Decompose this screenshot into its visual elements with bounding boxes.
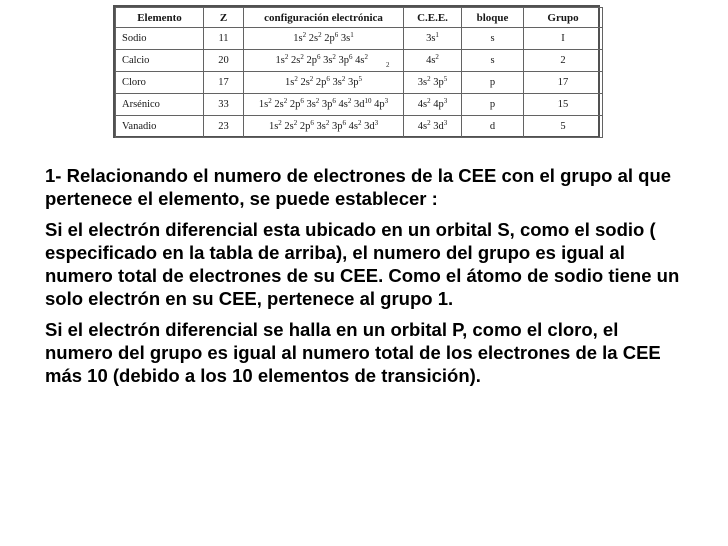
block-cell: s (462, 50, 524, 72)
element-cell: Arsénico (116, 94, 204, 116)
cee-cell: $3s^2$ $3p^5$ (404, 72, 462, 94)
paragraph-intro: 1- Relacionando el numero de electrones de la CEE con el grupo al que pertenece el elemento, se puede establecer : (45, 165, 672, 209)
z-cell: 23 (204, 116, 244, 138)
cee-cell: $3s^1$ (404, 28, 462, 50)
table-row (116, 72, 603, 94)
group-cell: 5 (524, 116, 603, 138)
z-cell: 20 (204, 50, 244, 72)
header-cell: bloque (462, 8, 524, 28)
element-cell: Vanadio (116, 116, 204, 138)
element-cell: Calcio (116, 50, 204, 72)
cee-cell: $4s^2$ $4p^3$ (404, 94, 462, 116)
z-cell: 11 (204, 28, 244, 50)
table-header-row (116, 8, 603, 28)
paragraph-s-orbital: Si el electrón diferencial esta ubicado en un orbital S, como el sodio ( especificado en la tabla de arriba), el numero del grupo es igual al numero total de electrones de su CEE. Como el átomo de sodio tiene un solo electrón en su CEE, pertenece al grupo 1. (45, 219, 680, 309)
block-cell: p (462, 72, 524, 94)
configuration-cell: $1s^2$ $2s^2$ $2p^6$ $3s^2$ $3p^5$ (244, 72, 404, 94)
header-cell: Elemento (116, 8, 204, 28)
configuration-cell: $1s^2$ $2s^2$ $2p^6$ $3s^1$ (244, 28, 404, 50)
element-cell: Sodio (116, 28, 204, 50)
group-cell: 2 (524, 50, 603, 72)
configuration-cell: $1s^2$ $2s^2$ $2p^6$ $3s^2$ $3p^6$ $4s^2_2$ (244, 50, 404, 72)
block-cell: s (462, 28, 524, 50)
electron-configuration-table (113, 5, 600, 138)
cee-cell: $4s^2$ (404, 50, 462, 72)
configuration-cell: $1s^2$ $2s^2$ $2p^6$ $3s^2$ $3p^6$ $4s^2$ $3d^{10}$ $4p^3$ (244, 94, 404, 116)
table-body (116, 28, 603, 138)
block-cell: p (462, 94, 524, 116)
explanation-text (45, 164, 685, 395)
table-row (116, 50, 603, 72)
header-cell: Z (204, 8, 244, 28)
cee-cell: $4s^2$ $3d^3$ (404, 116, 462, 138)
paragraph-p-orbital: Si el electrón diferencial se halla en un orbital P, como el cloro, el numero del grupo es igual al numero total de los electrones de la CEE más 10 (debido a los 10 elementos de transición). (45, 319, 661, 386)
group-cell: 15 (524, 94, 603, 116)
configuration-cell: $1s^2$ $2s^2$ $2p^6$ $3s^2$ $3p^6$ $4s^2$ $3d^3$ (244, 116, 404, 138)
table (115, 7, 603, 138)
table-row (116, 28, 603, 50)
header-cell: C.E.E. (404, 8, 462, 28)
z-cell: 33 (204, 94, 244, 116)
group-cell: 17 (524, 72, 603, 94)
group-cell: I (524, 28, 603, 50)
z-cell: 17 (204, 72, 244, 94)
block-cell: d (462, 116, 524, 138)
header-cell: Grupo (524, 8, 603, 28)
header-cell: configuración electrónica (244, 8, 404, 28)
stray-mark: 2 (386, 61, 390, 69)
table-row (116, 116, 603, 138)
element-cell: Cloro (116, 72, 204, 94)
table-row (116, 94, 603, 116)
